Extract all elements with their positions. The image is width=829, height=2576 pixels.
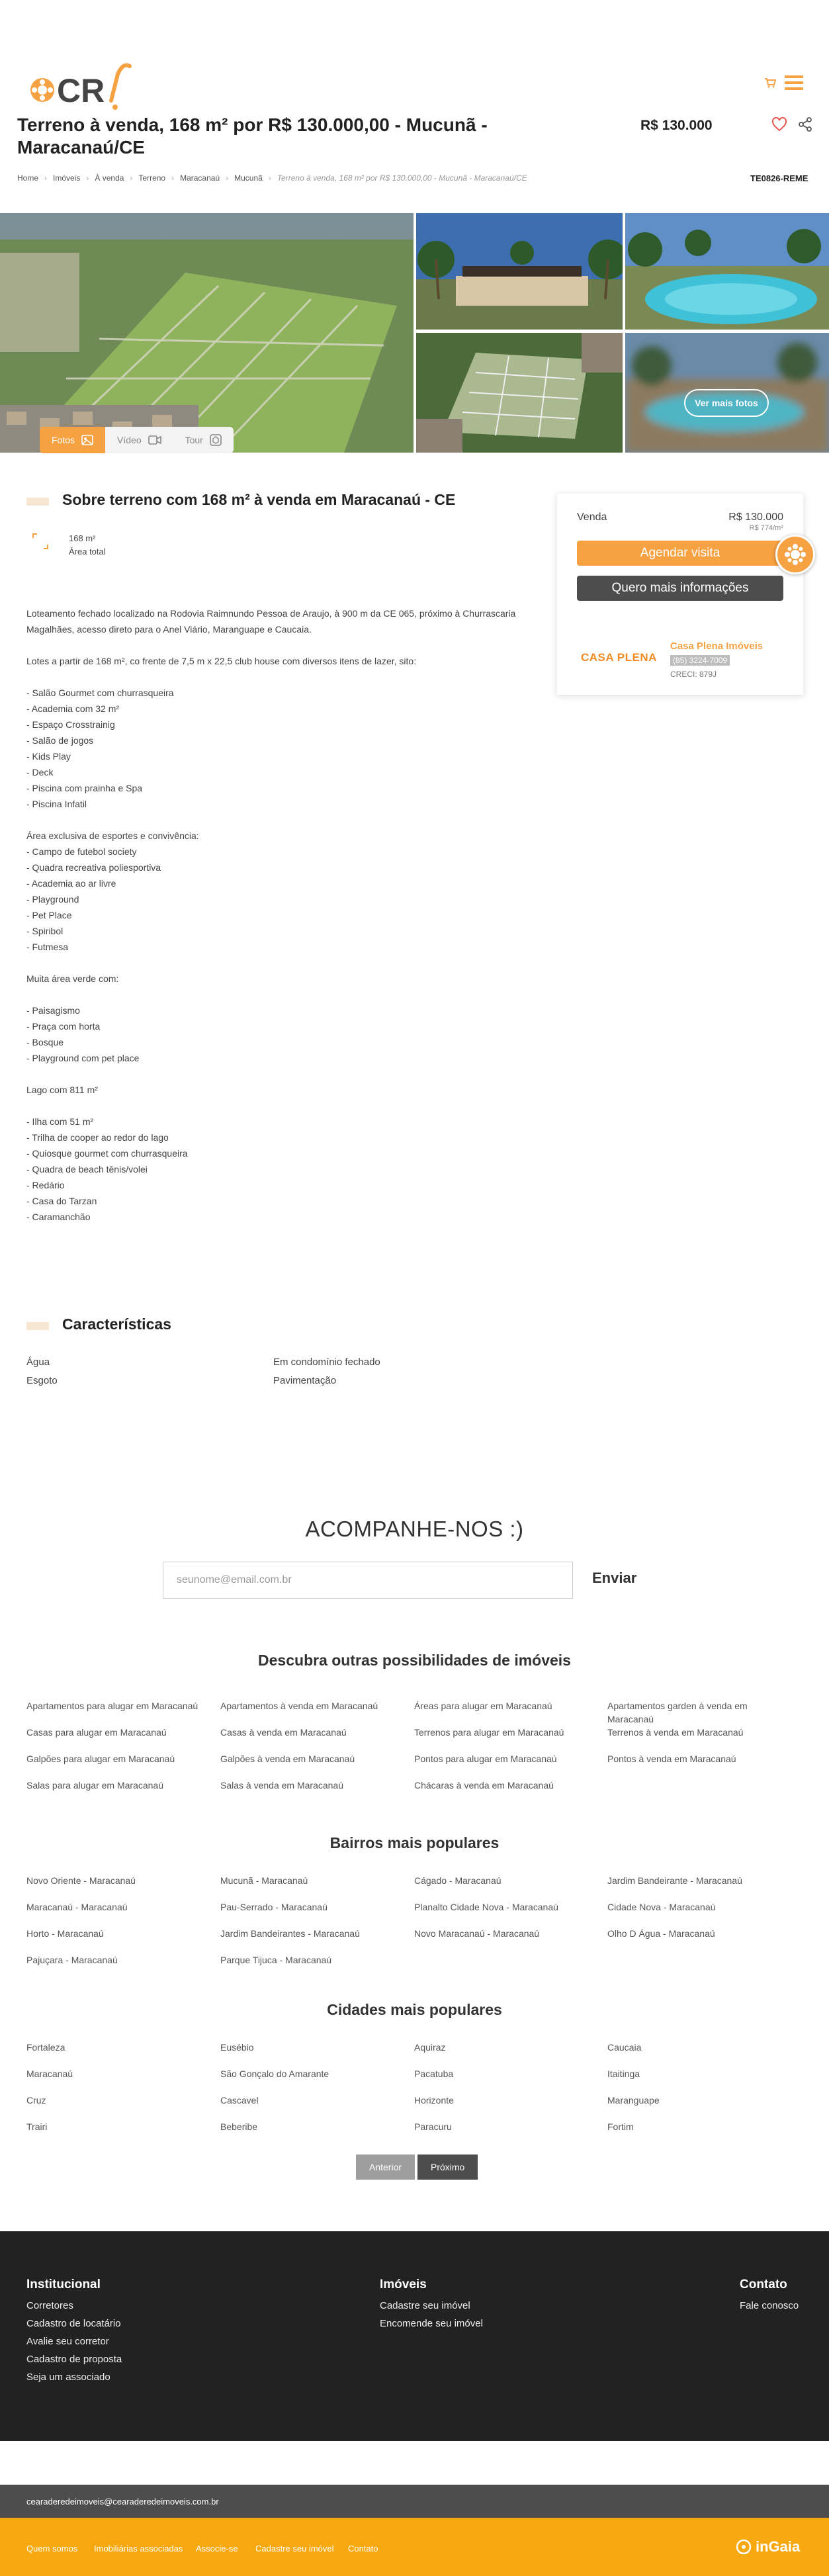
newsletter-title: ACOMPANHE-NOS :) <box>305 1517 524 1541</box>
footer-link[interactable]: Cadastre seu imóvel <box>380 2300 470 2311</box>
neighborhood-link[interactable]: Cidade Nova - Maracanaú <box>607 1902 716 1912</box>
city-link[interactable]: Cascavel <box>220 2095 259 2106</box>
property-type-link[interactable]: Chácaras à venda em Maracanaú <box>414 1780 554 1791</box>
breadcrumb-current: Terreno à venda, 168 m² por R$ 130.000,00 - Mucunã - Maracanaú/CE <box>277 173 527 183</box>
footer-link[interactable]: Avalie seu corretor <box>26 2336 109 2347</box>
neighborhoods-title: Bairros mais populares <box>329 1834 500 1851</box>
video-camera-icon <box>148 435 161 445</box>
more-info-button[interactable]: Quero mais informações <box>577 576 783 601</box>
card-price: R$ 130.000 <box>728 511 783 523</box>
breadcrumb-neighborhood[interactable]: Mucunã <box>234 173 263 183</box>
neighborhood-link[interactable]: Novo Oriente - Maracanaú <box>26 1875 136 1886</box>
feature-item: Esgoto <box>26 1375 58 1386</box>
neighborhood-link[interactable]: Cágado - Maracanaú <box>414 1875 502 1886</box>
property-type-link[interactable]: Terrenos para alugar em Maracanaú <box>414 1727 564 1738</box>
property-description: Loteamento fechado localizado na Rodovia Raimnundo Pessoa de Araujo, à 900 m da CE 065, próximo à Churrascaria Magalhães, acesso direto para o Anel Viário, Maranguape e Caucaia. Lotes a partir de 168 m², co frente de 7,5 m x 22,5 club house com diversos itens de lazer, sito: - Salão Gourmet com churrasqueira - Academia com 32 m² - Espaço Crosstrainig - Salão de jogos - Kids Play - Deck - Piscina com prainha e Spa - Piscina Infatil Área exclusiva de esportes e convivência: - Campo de futebol society - Quadra recreativa poliesportiva - Academia ao ar livre - Playground - Pet Place - Spiribol - Futmesa Muita área verde com: - Paisagismo - Praça com horta - Bosque - Playground com pet place Lago com 811 m² - Ilha com 51 m² - Trilha de cooper ao redor do lago - Quiosque gourmet com churrasqueira - Quadra de beach tênis/volei - Redário - Casa do Tarzan - Caramanchão <box>26 608 516 1222</box>
neighborhood-link[interactable]: Planalto Cidade Nova - Maracanaú <box>414 1902 558 1912</box>
footer-link[interactable]: Fale conosco <box>740 2300 799 2311</box>
about-title: Sobre terreno com 168 m² à venda em Maracanaú - CE <box>62 491 456 508</box>
footer-imoveis-title: Imóveis <box>380 2278 427 2291</box>
media-tabs <box>40 427 234 453</box>
footer-email[interactable]: cearaderedeimoveis@cearaderedeimoveis.com.br <box>26 2497 219 2507</box>
footer <box>0 2231 829 2441</box>
agency-phone[interactable]: (85) 3224-7009 <box>670 655 730 666</box>
property-type-link[interactable]: Terrenos à venda em Maracanaú <box>607 1727 744 1738</box>
neighborhood-link[interactable]: Mucunã - Maracanaú <box>220 1875 308 1886</box>
property-type-link[interactable]: Áreas para alugar em Maracanaú <box>414 1701 552 1711</box>
footer-link[interactable]: Seja um associado <box>26 2372 110 2383</box>
city-link[interactable]: Itaitinga <box>607 2068 640 2079</box>
footer-contato-title: Contato <box>740 2278 787 2291</box>
page-title: Terreno à venda, 168 m² por R$ 130.000,00 - Mucunã - Maracanaú/CE <box>17 114 488 157</box>
possibilities-title: Descubra outras possibilidades de imóveis <box>258 1652 571 1669</box>
neighborhood-link[interactable]: Jardim Bandeirante - Maracanaú <box>607 1875 742 1886</box>
footer-link[interactable]: Encomende seu imóvel <box>380 2318 483 2329</box>
footer-link[interactable]: Cadastro de proposta <box>26 2354 122 2365</box>
gallery-photo-clubhouse[interactable] <box>416 213 623 330</box>
feature-item: Água <box>26 1356 50 1368</box>
header-price: R$ 130.000 <box>640 118 713 133</box>
neighborhood-link[interactable]: Maracanaú - Maracanaú <box>26 1902 128 1912</box>
property-type-link[interactable]: Apartamentos à venda em Maracanaú <box>220 1701 378 1711</box>
footer-institucional-title: Institucional <box>26 2278 101 2291</box>
pagination-prev-button[interactable]: Anterior <box>356 2154 415 2180</box>
property-type-link[interactable]: Pontos à venda em Maracanaú <box>607 1754 736 1764</box>
svg-text:CR: CR <box>57 72 105 109</box>
property-reference: TE0826-REME <box>750 173 808 183</box>
city-link[interactable]: Aquiraz <box>414 2042 446 2053</box>
city-link[interactable]: Beberibe <box>220 2121 258 2132</box>
footer-bottom-link[interactable]: Cadastre seu imóvel <box>255 2544 334 2554</box>
area-label: Área total <box>69 547 106 556</box>
city-link[interactable]: Trairi <box>26 2121 48 2132</box>
property-type-link[interactable]: Galpões para alugar em Maracanaú <box>26 1754 175 1764</box>
property-type-link[interactable]: Pontos para alugar em Maracanaú <box>414 1754 557 1764</box>
property-type-link[interactable]: Casas à venda em Maracanaú <box>220 1727 347 1738</box>
tab-video-label: Vídeo <box>117 435 142 445</box>
gallery-main-photo[interactable] <box>0 213 414 453</box>
sale-label: Venda <box>577 511 607 523</box>
property-type-link[interactable]: Galpões à venda em Maracanaú <box>220 1754 355 1764</box>
tab-photos[interactable] <box>40 427 105 453</box>
footer-link[interactable]: Cadastro de locatário <box>26 2318 121 2329</box>
area-value: 168 m² <box>69 533 96 543</box>
footer-bottom-link[interactable]: Imobiliárias associadas <box>94 2544 183 2554</box>
tab-tour-label: Tour <box>185 435 203 445</box>
city-link[interactable]: Maracanaú <box>26 2068 73 2079</box>
city-link[interactable]: Paracuru <box>414 2121 452 2132</box>
favorite-heart-icon[interactable] <box>771 116 787 132</box>
section-accent <box>26 498 49 506</box>
breadcrumb-imoveis[interactable]: Imóveis <box>53 173 81 183</box>
gallery-photo-pool[interactable] <box>625 213 829 330</box>
cart-icon[interactable] <box>764 77 776 89</box>
footer-bottom-link[interactable]: Associe-se <box>196 2544 238 2554</box>
agency-name[interactable]: Casa Plena Imóveis <box>670 641 764 652</box>
neighborhood-link[interactable]: Novo Maracanaú - Maracanaú <box>414 1928 540 1939</box>
neighborhood-link[interactable]: Olho D Água - Maracanaú <box>607 1928 715 1939</box>
neighborhood-link[interactable]: Pajuçara - Maracanaú <box>26 1955 118 1965</box>
city-link[interactable]: Cruz <box>26 2095 46 2106</box>
floating-chat-icon[interactable] <box>775 535 815 574</box>
agency-creci: CRECI: 879J <box>670 670 717 679</box>
see-more-photos-button[interactable]: Ver mais fotos <box>684 389 769 417</box>
city-link[interactable]: São Gonçalo do Amarante <box>220 2068 329 2079</box>
property-type-link[interactable]: Salas para alugar em Maracanaú <box>26 1780 164 1791</box>
feature-item: Pavimentação <box>273 1375 337 1386</box>
property-type-link[interactable]: Apartamentos garden à venda em Maracanaú <box>607 1701 748 1724</box>
footer-link[interactable]: Corretores <box>26 2300 73 2311</box>
price-per-m2: R$ 774/m² <box>749 524 783 532</box>
newsletter-email-input[interactable] <box>163 1562 573 1599</box>
city-link[interactable]: Eusébio <box>220 2042 254 2053</box>
hamburger-menu-icon[interactable] <box>785 74 803 91</box>
city-link[interactable]: Fortim <box>607 2121 634 2132</box>
city-link[interactable]: Pacatuba <box>414 2068 454 2079</box>
neighborhood-link[interactable]: Jardim Bandeirantes - Maracanaú <box>220 1928 360 1939</box>
footer-bottom-link[interactable]: Quem somos <box>26 2544 78 2554</box>
area-icon <box>30 531 50 551</box>
property-type-link[interactable]: Casas para alugar em Maracanaú <box>26 1727 167 1738</box>
breadcrumb-home[interactable]: Home <box>17 173 39 183</box>
ingaia-icon <box>736 2539 752 2555</box>
feature-item: Em condomínio fechado <box>273 1356 380 1368</box>
tab-photos-label: Fotos <box>52 435 75 445</box>
pagination-next-button[interactable]: Próximo <box>417 2154 478 2180</box>
city-link[interactable]: Horizonte <box>414 2095 454 2106</box>
cities-title: Cidades mais populares <box>327 2001 502 2018</box>
neighborhood-link[interactable]: Horto - Maracanaú <box>26 1928 104 1939</box>
newsletter-send-button[interactable]: Enviar <box>592 1570 637 1586</box>
city-link[interactable]: Fortaleza <box>26 2042 65 2053</box>
tab-video[interactable] <box>105 427 173 453</box>
breadcrumb: Home › Imóveis › À venda › Terreno › Maracanaú › Mucunã › Terreno à venda, 168 m² por R$ 130.000,00 - Mucunã - Maracanaú/CE <box>17 173 527 183</box>
neighborhood-link[interactable]: Pau-Serrado - Maracanaú <box>220 1902 327 1912</box>
city-link[interactable]: Maranguape <box>607 2095 660 2106</box>
property-type-link[interactable]: Apartamentos para alugar em Maracanaú <box>26 1701 198 1711</box>
share-icon[interactable] <box>797 116 813 132</box>
breadcrumb-terreno[interactable]: Terreno <box>138 173 166 183</box>
agency-logo[interactable]: CASA PLENA <box>581 651 657 664</box>
breadcrumb-a-venda[interactable]: À venda <box>95 173 124 183</box>
property-type-link[interactable]: Salas à venda em Maracanaú <box>220 1780 343 1791</box>
footer-bottom-link[interactable]: Contato <box>348 2544 378 2554</box>
breadcrumb-city[interactable]: Maracanaú <box>180 173 220 183</box>
ingaia-text: inGaia <box>756 2538 801 2555</box>
features-accent <box>26 1322 49 1330</box>
features-title: Características <box>62 1315 171 1333</box>
neighborhood-link[interactable]: Parque Tijuca - Maracanaú <box>220 1955 332 1965</box>
site-logo[interactable] <box>26 60 139 112</box>
photo-icon <box>81 435 93 445</box>
schedule-visit-button[interactable]: Agendar visita <box>577 541 783 566</box>
tour-360-icon <box>210 434 222 446</box>
gallery-photo-aerial-plan[interactable] <box>416 333 623 453</box>
tab-tour[interactable] <box>173 427 234 453</box>
ingaia-logo[interactable] <box>736 2538 800 2555</box>
city-link[interactable]: Caucaia <box>607 2042 642 2053</box>
